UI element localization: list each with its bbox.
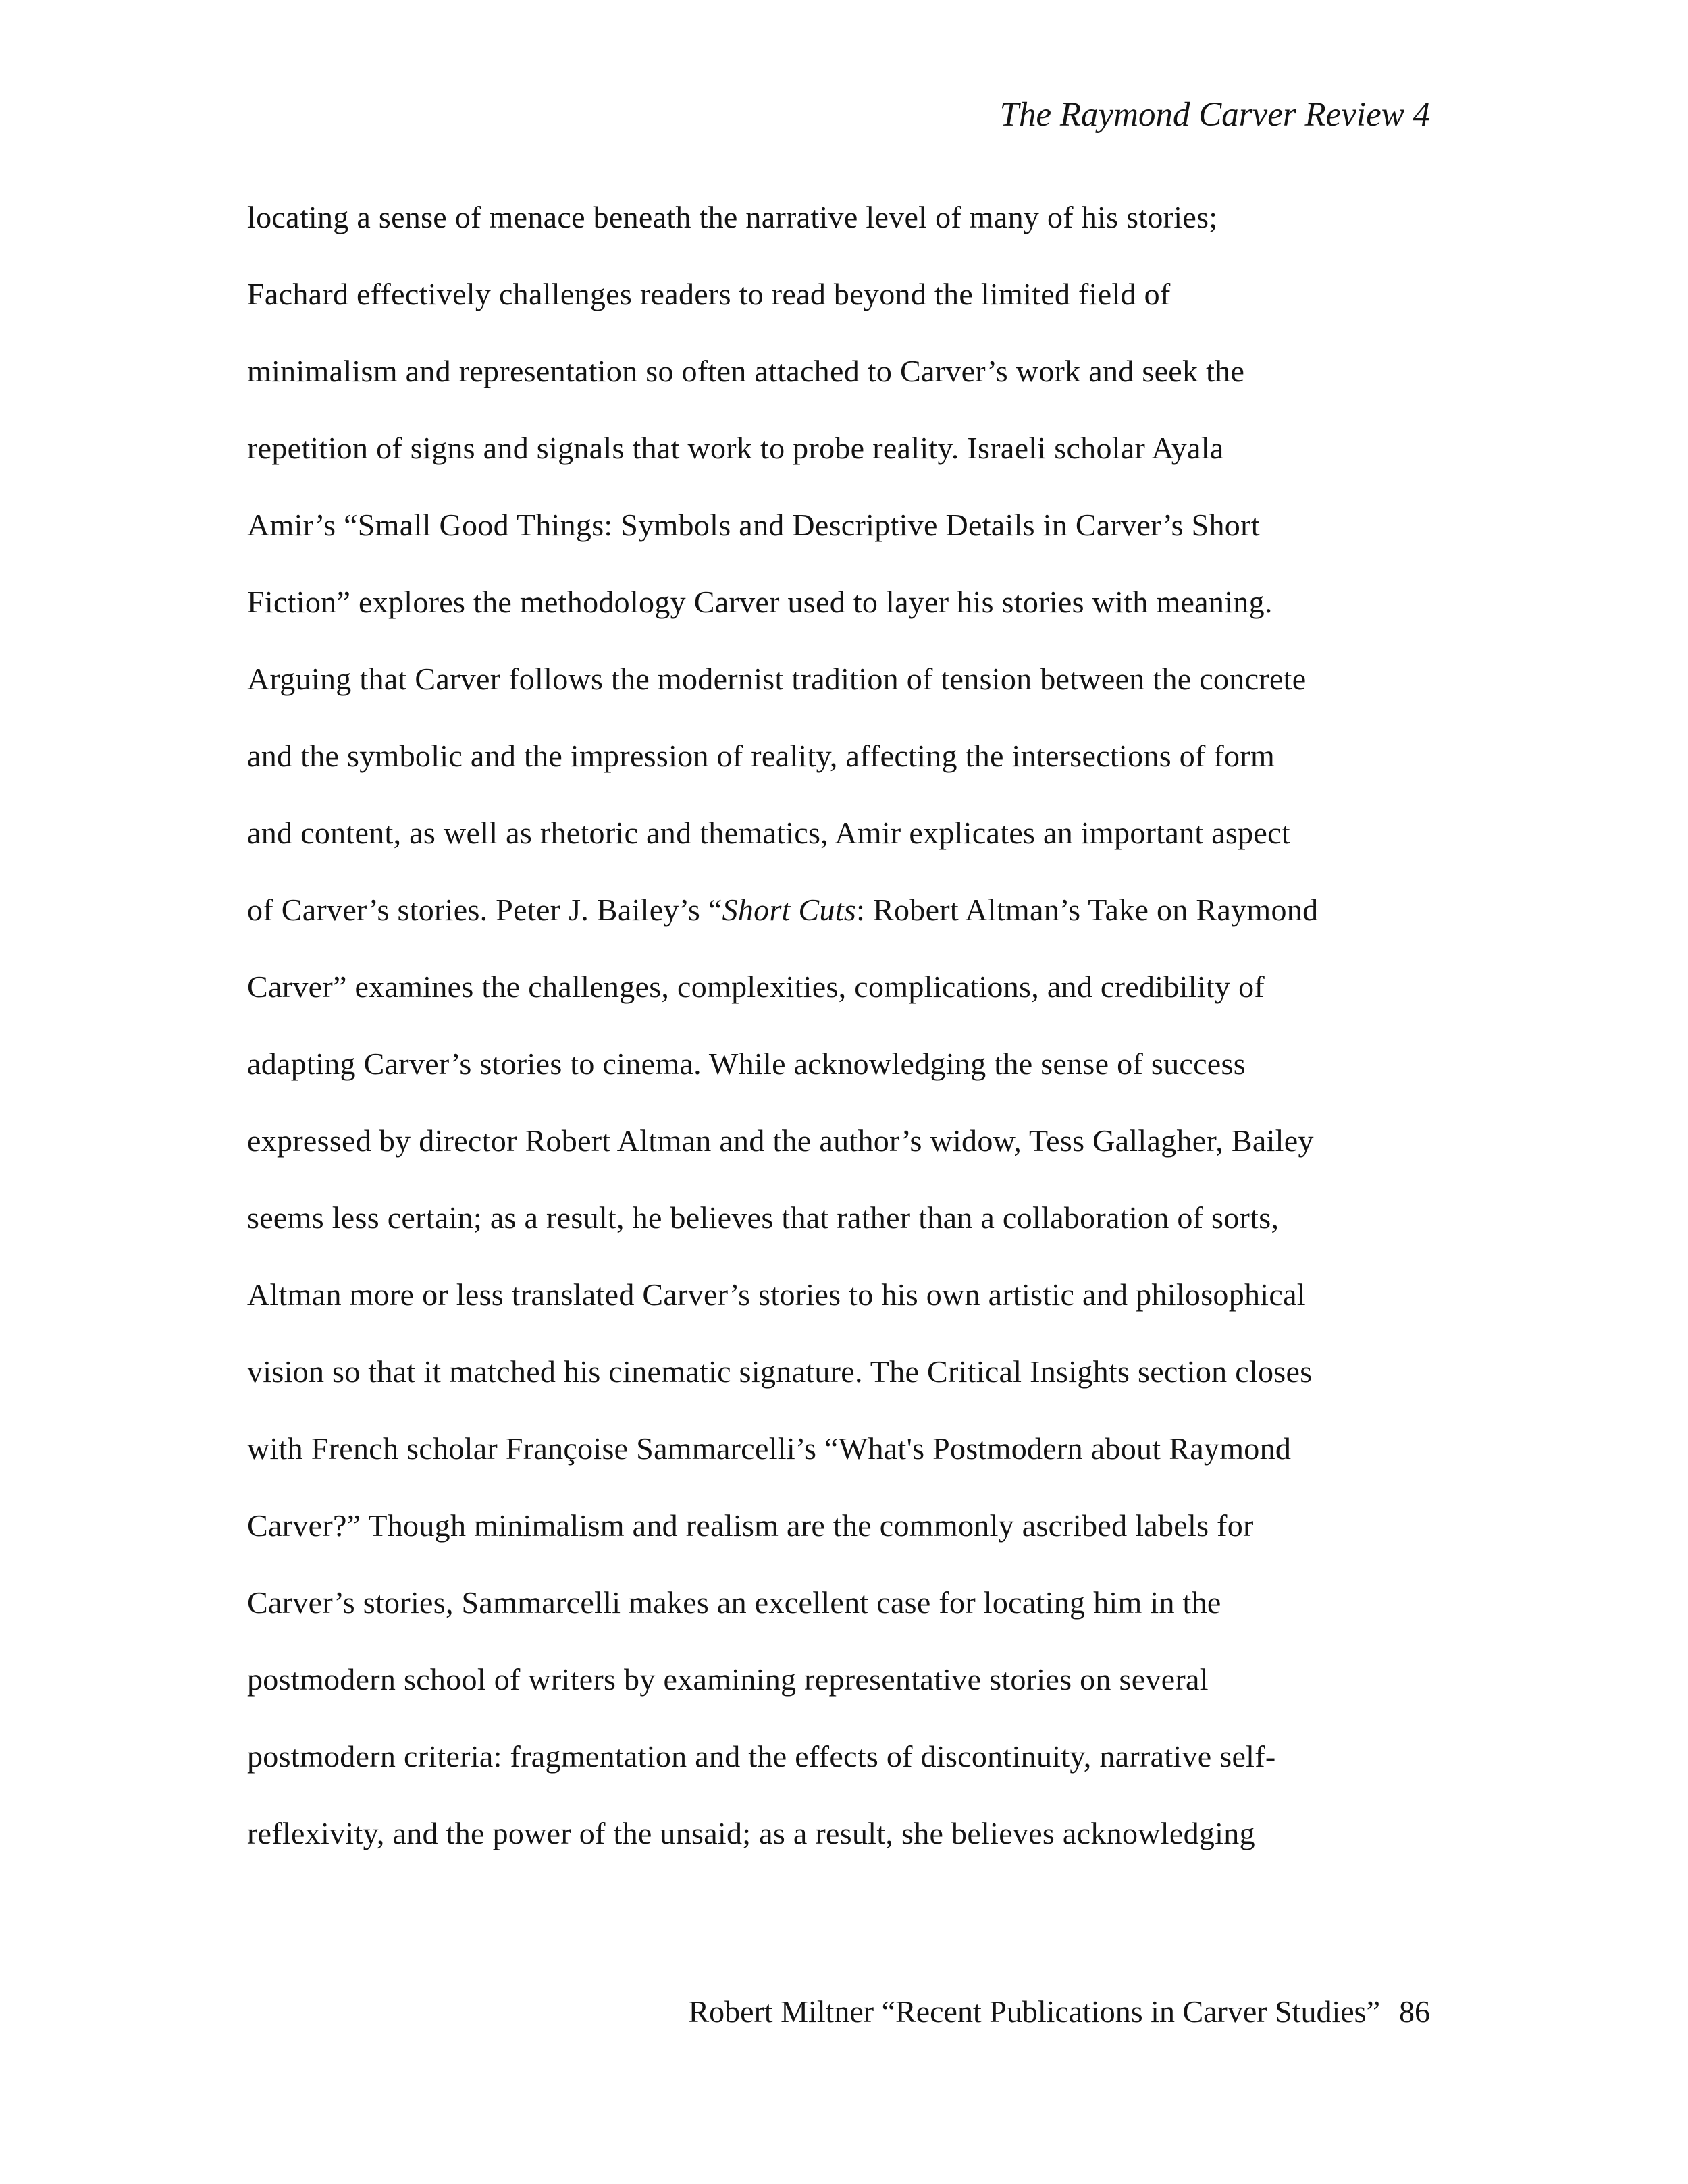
text-line: and content, as well as rhetoric and thematics, Amir explicates an important aspect (247, 816, 1290, 850)
text-segment: of Carver’s stories. Peter J. Bailey’s “ (247, 893, 722, 927)
text-line: postmodern school of writers by examining representative stories on several (247, 1662, 1209, 1697)
text-line: vision so that it matched his cinematic signature. The Critical Insights section closes (247, 1354, 1313, 1389)
text-line: locating a sense of menace beneath the narrative level of many of his stories; (247, 200, 1218, 234)
text-line: repetition of signs and signals that work to probe reality. Israeli scholar Ayala (247, 431, 1224, 465)
body-text (247, 192, 1462, 1885)
running-header: The Raymond Carver Review 4 (999, 96, 1430, 134)
text-line: postmodern criteria: fragmentation and the effects of discontinuity, narrative self- (247, 1739, 1276, 1774)
text-line: Carver’s stories, Sammarcelli makes an excellent case for locating him in the (247, 1585, 1221, 1620)
text-line (247, 884, 1462, 961)
text-segment: : Robert Altman’s Take on Raymond (856, 893, 1319, 927)
text-line: and the symbolic and the impression of reality, affecting the intersections of form (247, 739, 1275, 773)
text-line: Altman more or less translated Carver’s stories to his own artistic and philosophical (247, 1277, 1306, 1312)
running-footer (688, 1986, 1430, 2037)
text-line: seems less certain; as a result, he believes that rather than a collaboration of sorts, (247, 1200, 1280, 1235)
text-line: Arguing that Carver follows the modernist tradition of tension between the concrete (247, 662, 1307, 696)
text-line: Carver” examines the challenges, complexities, complications, and credibility of (247, 969, 1265, 1004)
footer-citation: Robert Miltner “Recent Publications in Carver Studies” (688, 1994, 1380, 2029)
text-line: minimalism and representation so often attached to Carver’s work and seek the (247, 354, 1245, 388)
text-line: Fachard effectively challenges readers to read beyond the limited field of (247, 277, 1171, 311)
text-line: expressed by director Robert Altman and the author’s widow, Tess Gallagher, Bailey (247, 1123, 1314, 1158)
text-line: Fiction” explores the methodology Carver used to layer his stories with meaning. (247, 585, 1273, 619)
text-line: adapting Carver’s stories to cinema. While acknowledging the sense of success (247, 1046, 1246, 1081)
page-number: 86 (1399, 1994, 1430, 2029)
text-line: reflexivity, and the power of the unsaid; as a result, she believes acknowledging (247, 1816, 1255, 1850)
text-line: with French scholar Françoise Sammarcelli’s “What's Postmodern about Raymond (247, 1431, 1292, 1466)
italic-film-title: Short Cuts (722, 893, 857, 927)
text-line: Amir’s “Small Good Things: Symbols and Descriptive Details in Carver’s Short (247, 508, 1260, 542)
text-line: Carver?” Though minimalism and realism are the commonly ascribed labels for (247, 1508, 1254, 1543)
